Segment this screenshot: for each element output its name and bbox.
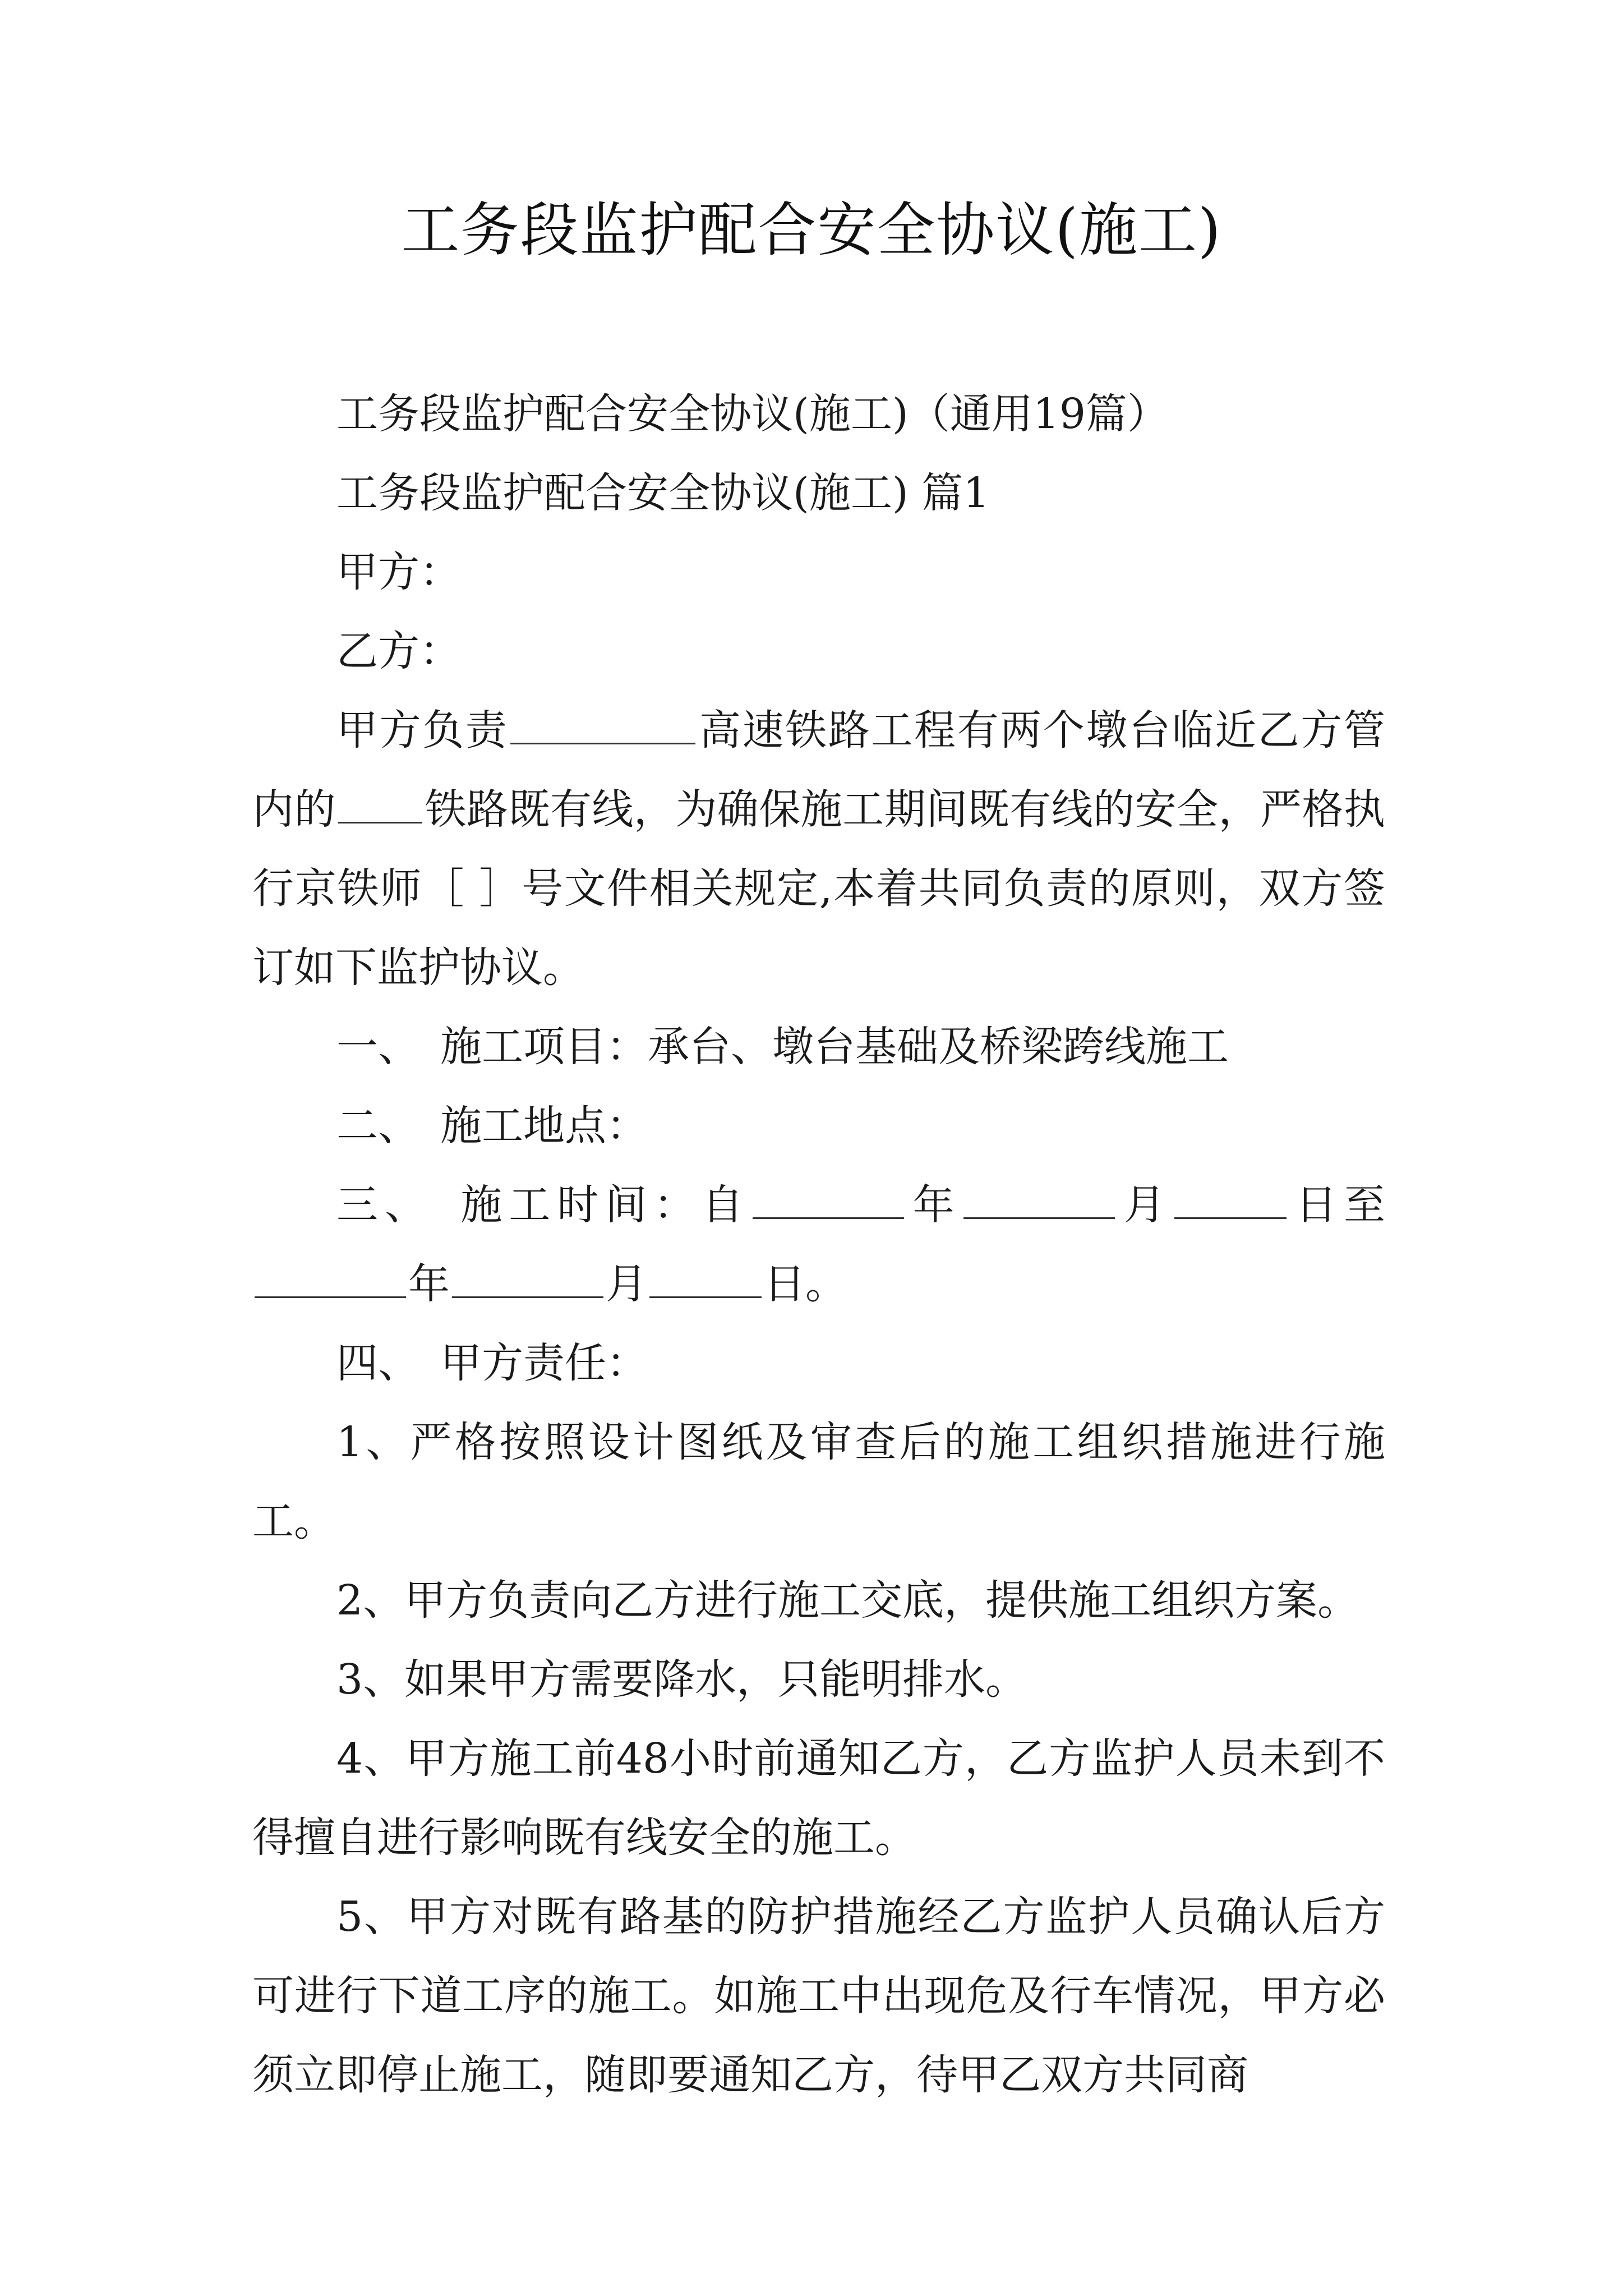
item-three <box>252 1166 1385 1324</box>
end-day-blank <box>649 1263 762 1298</box>
day-end-label: 日。 <box>764 1260 847 1308</box>
item-one: 一、 施工项目：承台、墩台基础及桥梁跨线施工 <box>336 1023 1229 1071</box>
party-a-label: 甲方： <box>336 548 461 596</box>
section-heading: 工务段监护配合安全协议(施工) 篇1 <box>336 469 990 517</box>
end-month-blank <box>452 1263 603 1298</box>
document-title: 工务段监护配合安全协议(施工) <box>401 196 1222 264</box>
start-month-blank <box>963 1184 1115 1219</box>
intro-text-2: 高速铁路工程有两个墩台临近乙方管内的 <box>252 706 1386 834</box>
clause-4: 4、甲方施工前48小时前通知乙方，乙方监护人员未到不得擅自进行影响既有线安全的施工。 <box>252 1734 1385 1862</box>
item-two: 二、 施工地点： <box>336 1102 648 1150</box>
clause-5: 5、甲方对既有路基的防护措施经乙方监护人员确认后方可进行下道工序的施工。如施工中出现危及行车情况，甲方必须立即停止施工，随即要通知乙方，待甲乙双方共同商 <box>252 1893 1385 2099</box>
end-month-label: 月 <box>606 1260 647 1308</box>
item-three-prefix: 三、 施工时间：自 <box>336 1181 750 1229</box>
document-body <box>252 375 1385 2115</box>
item-four: 四、 甲方责任： <box>336 1339 648 1387</box>
clause-1: 1、严格按照设计图纸及审查后的施工组织措施进行施工。 <box>252 1418 1385 1545</box>
clause-2: 2、甲方负责向乙方进行施工交底，提供施工组织方案。 <box>336 1576 1359 1625</box>
clause-3: 3、如果甲方需要降水，只能明排水。 <box>336 1655 1027 1704</box>
end-year-blank <box>255 1263 406 1298</box>
start-year-blank <box>753 1184 904 1219</box>
project-name-blank <box>510 709 695 744</box>
day-to-label: 日至 <box>1288 1181 1386 1229</box>
end-year-label: 年 <box>408 1260 450 1308</box>
railway-name-blank <box>338 788 422 823</box>
document-subtitle: 工务段监护配合安全协议(施工)（通用19篇） <box>336 390 1169 438</box>
intro-paragraph <box>252 691 1385 1007</box>
intro-text-1: 甲方负责 <box>336 706 509 754</box>
party-b-label: 乙方： <box>336 627 461 675</box>
start-month-label: 月 <box>1117 1181 1172 1229</box>
intro-text-3: 铁路既有线，为确保施工期间既有线的安全，严格执行京铁师［ ］号文件相关规定,本着共同负责的原则，双方签订如下监护协议。 <box>252 785 1386 992</box>
start-year-label: 年 <box>906 1181 961 1229</box>
start-day-blank <box>1174 1184 1287 1219</box>
